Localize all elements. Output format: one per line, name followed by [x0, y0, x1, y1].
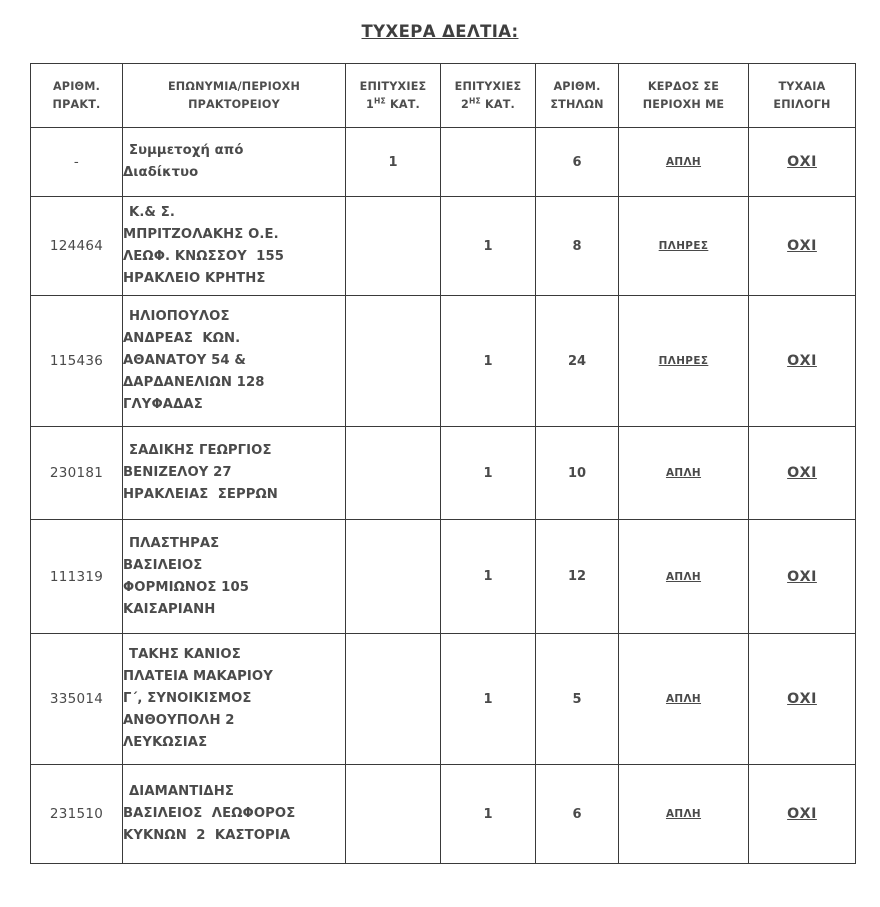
random-choice-value: ΟΧΙ: [787, 691, 817, 707]
agency-name-line: ΗΡΑΚΛΕΙΑΣ ΣΕΡΡΩΝ: [123, 487, 278, 502]
cell-agency-number: 230181: [31, 427, 123, 520]
lottery-table-container: [30, 63, 855, 864]
agency-name-line: ΒΑΣΙΛΕΙΟΣ ΛΕΩΦΟΡΟΣ: [123, 806, 296, 821]
cell-wins-cat2: 1: [441, 765, 536, 864]
table-header-row: [31, 64, 856, 128]
agency-name-line: ΚΑΙΣΑΡΙΑΝΗ: [123, 601, 216, 617]
agency-name-line: ΒΕΝΙΖΕΛΟΥ 27: [123, 465, 232, 480]
column-header-wins-cat1-line2: [346, 96, 440, 114]
cell-prize-area: [619, 128, 749, 197]
agency-name-line: Διαδίκτυο: [123, 165, 199, 180]
table-row: [31, 520, 856, 634]
cell-columns-count: 6: [536, 128, 619, 197]
prize-area-value: ΑΠΛΗ: [665, 156, 702, 168]
table-row: [31, 427, 856, 520]
prize-area-value: ΑΠΛΗ: [665, 570, 702, 583]
page-title: ΤΥΧΕΡΑ ΔΕΛΤΙΑ:: [361, 22, 519, 41]
agency-name-line: ΑΝΘΟΥΠΟΛΗ 2: [123, 713, 235, 728]
cell-random-choice: [749, 765, 856, 864]
agency-name-line: ΛΕΥΚΩΣΙΑΣ: [123, 735, 208, 750]
column-header-wins-cat2: [441, 64, 536, 128]
cell-wins-cat2: 1: [441, 296, 536, 427]
cell-agency-number: 124464: [31, 197, 123, 296]
cell-agency-name: [123, 197, 346, 296]
column-header-prize-area-line2: ΠΕΡΙΟΧΗ ΜΕ: [642, 97, 725, 111]
cell-wins-cat1: [346, 520, 441, 634]
agency-name-line: ΠΛΑΤΕΙΑ ΜΑΚΑΡΙΟΥ: [123, 669, 273, 684]
column-header-columns-count-line2: ΣΤΗΛΩΝ: [550, 97, 604, 111]
column-header-agency-number-line1: ΑΡΙΘΜ.: [52, 79, 101, 93]
column-header-agency-number: [31, 64, 123, 128]
cell-wins-cat2: 1: [441, 427, 536, 520]
table-row: [31, 128, 856, 197]
prize-area-value: ΑΠΛΗ: [665, 808, 702, 820]
agency-name-line: ΑΝΔΡΕΑΣ ΚΩΝ.: [123, 331, 241, 346]
cat1-ordinal-suffix: ΗΣ: [373, 95, 386, 105]
agency-name-line: ΛΕΩΦ. ΚΝΩΣΣΟΥ 155: [123, 249, 284, 264]
column-header-agency-name-line1: ΕΠΩΝΥΜΙΑ/ΠΕΡΙΟΧΗ: [167, 79, 301, 93]
table-body: [31, 128, 856, 864]
cell-wins-cat2: 1: [441, 634, 536, 765]
random-choice-value: ΟΧΙ: [787, 568, 817, 585]
table-header: [31, 64, 856, 128]
cell-agency-number: 115436: [31, 296, 123, 427]
agency-name-line: ΜΠΡΙΤΖΟΛΑΚΗΣ Ο.Ε.: [123, 227, 279, 242]
cell-prize-area: [619, 634, 749, 765]
cell-agency-number: 111319: [31, 520, 123, 634]
column-header-columns-count: [536, 64, 619, 128]
cell-prize-area: [619, 520, 749, 634]
column-header-columns-count-line1: ΑΡΙΘΜ.: [553, 79, 601, 93]
cat2-category-label: ΚΑΤ.: [480, 97, 516, 111]
column-header-wins-cat2-line2: [441, 96, 535, 114]
agency-name-line: ΣΑΔΙΚΗΣ ΓΕΩΡΓΙΟΣ: [129, 443, 272, 458]
column-header-prize-area: [619, 64, 749, 128]
column-header-agency-name-line2: ΠΡΑΚΤΟΡΕΙΟΥ: [188, 97, 280, 111]
cell-wins-cat1: [346, 634, 441, 765]
cell-wins-cat1: [346, 197, 441, 296]
cell-columns-count: 5: [536, 634, 619, 765]
cell-wins-cat1: 1: [346, 128, 441, 197]
cat1-ordinal-number: 1: [365, 97, 374, 111]
random-choice-value: ΟΧΙ: [787, 806, 817, 822]
agency-name-line: ΗΛΙΟΠΟΥΛΟΣ: [129, 309, 230, 324]
column-header-wins-cat2-line1: ΕΠΙΤΥΧΙΕΣ: [454, 79, 522, 93]
column-header-agency-number-line2: ΠΡΑΚΤ.: [52, 97, 101, 111]
cat2-ordinal-number: 2: [460, 97, 469, 111]
cell-wins-cat2: [441, 128, 536, 197]
cell-columns-count: 24: [536, 296, 619, 427]
cell-wins-cat2: 1: [441, 197, 536, 296]
agency-name-line: ΤΑΚΗΣ ΚΑΝΙΟΣ: [129, 647, 241, 662]
column-header-prize-area-line1: ΚΕΡΔΟΣ ΣΕ: [647, 79, 720, 93]
table-row: [31, 197, 856, 296]
cell-columns-count: 12: [536, 520, 619, 634]
cell-agency-number: 335014: [31, 634, 123, 765]
cell-agency-name: [123, 634, 346, 765]
cell-random-choice: [749, 634, 856, 765]
agency-name-line: Κ.& Σ.: [129, 205, 175, 220]
random-choice-value: ΟΧΙ: [787, 353, 817, 369]
cell-columns-count: 8: [536, 197, 619, 296]
column-header-random-choice-line2: ΕΠΙΛΟΓΗ: [773, 97, 831, 111]
agency-name-line: Συμμετοχή από: [129, 143, 244, 158]
agency-name-line: ΔΑΡΔΑΝΕΛΙΩΝ 128: [123, 375, 265, 390]
agency-name-line: ΚΥΚΝΩΝ 2 ΚΑΣΤΟΡΙΑ: [123, 828, 291, 843]
column-header-wins-cat1-line1: ΕΠΙΤΥΧΙΕΣ: [359, 79, 427, 93]
agency-name-line: ΦΟΡΜΙΩΝΟΣ 105: [123, 579, 250, 595]
cell-agency-name: [123, 296, 346, 427]
agency-name-line: ΗΡΑΚΛΕΙΟ ΚΡΗΤΗΣ: [123, 271, 266, 286]
cell-prize-area: [619, 296, 749, 427]
cell-prize-area: [619, 197, 749, 296]
lucky-tickets-table: [30, 63, 856, 864]
table-row: [31, 765, 856, 864]
random-choice-value: ΟΧΙ: [787, 465, 817, 481]
agency-name-line: Γ΄, ΣΥΝΟΙΚΙΣΜΟΣ: [123, 691, 252, 706]
prize-area-value: ΑΠΛΗ: [665, 467, 702, 479]
agency-name-line: ΓΛΥΦΑΔΑΣ: [123, 397, 203, 412]
prize-area-value: ΠΛΗΡΕΣ: [658, 355, 709, 367]
cell-prize-area: [619, 765, 749, 864]
cell-agency-name: [123, 765, 346, 864]
cell-agency-number: 231510: [31, 765, 123, 864]
cell-agency-name: [123, 520, 346, 634]
cell-columns-count: 6: [536, 765, 619, 864]
table-row: [31, 634, 856, 765]
cell-random-choice: [749, 296, 856, 427]
column-header-wins-cat1: [346, 64, 441, 128]
random-choice-value: ΟΧΙ: [787, 238, 817, 254]
cell-agency-name: [123, 427, 346, 520]
random-choice-value: ΟΧΙ: [787, 154, 817, 170]
agency-name-line: ΔΙΑΜΑΝΤΙΔΗΣ: [129, 784, 234, 799]
cell-random-choice: [749, 128, 856, 197]
agency-name-line: ΠΛΑΣΤΗΡΑΣ: [129, 535, 220, 551]
table-row: [31, 296, 856, 427]
cell-random-choice: [749, 520, 856, 634]
cell-wins-cat1: [346, 427, 441, 520]
column-header-random-choice-line1: ΤΥΧΑΙΑ: [778, 79, 826, 93]
cell-agency-number: -: [31, 128, 123, 197]
cell-wins-cat1: [346, 765, 441, 864]
prize-area-value: ΠΛΗΡΕΣ: [658, 240, 709, 252]
prize-area-value: ΑΠΛΗ: [665, 693, 702, 705]
agency-name-line: ΑΘΑΝΑΤΟΥ 54 &: [123, 353, 246, 368]
cat1-category-label: ΚΑΤ.: [385, 97, 421, 111]
cell-wins-cat1: [346, 296, 441, 427]
cell-random-choice: [749, 197, 856, 296]
column-header-random-choice: [749, 64, 856, 128]
cell-columns-count: 10: [536, 427, 619, 520]
cell-wins-cat2: 1: [441, 520, 536, 634]
cell-prize-area: [619, 427, 749, 520]
cell-agency-name: [123, 128, 346, 197]
column-header-agency-name: [123, 64, 346, 128]
cat2-ordinal-suffix: ΗΣ: [468, 95, 481, 105]
agency-name-line: ΒΑΣΙΛΕΙΟΣ: [123, 557, 203, 573]
cell-random-choice: [749, 427, 856, 520]
